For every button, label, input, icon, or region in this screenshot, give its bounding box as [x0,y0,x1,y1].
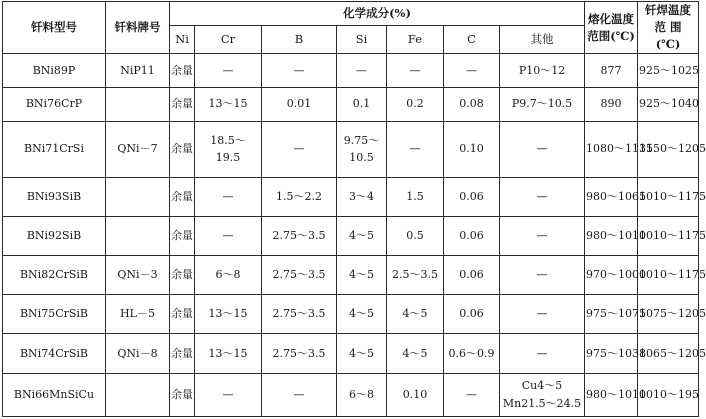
cell-b: 2.75～3.5 [262,256,337,295]
cell-fe: 1.5 [387,177,444,216]
cell-model: BNi93SiB [3,177,106,216]
cell-si: — [337,54,387,88]
cell-melt: 890 [585,87,638,121]
header-model: 钎料型号 [3,2,106,54]
cell-ni: 余量 [170,177,195,216]
cell-cr: — [195,373,262,416]
cell-cr: 13～15 [195,334,262,373]
cell-other: — [500,334,585,373]
cell-model: BNi89P [3,54,106,88]
cell-melt: 877 [585,54,638,88]
cell-brand: NiP11 [106,54,170,88]
header-brazing-range [638,2,699,54]
cell-model: BNi92SiB [3,216,106,255]
cell-fe: 0.2 [387,87,444,121]
cell-fe: 4～5 [387,334,444,373]
cell-braze: 1010～1175 [638,177,699,216]
cell-braze: 1075～1205 [638,295,699,334]
cell-model: BNi66MnSiCu [3,373,106,416]
cell-cr: 13～15 [195,295,262,334]
cell-c: 0.06 [444,295,500,334]
header-composition: 化学成分(%) [170,2,585,26]
cell-melt: 1080～1135 [585,121,638,177]
cell-cr: — [195,54,262,88]
header-si: Si [337,26,387,54]
table-row [3,121,699,177]
cell-b: 2.75～3.5 [262,216,337,255]
cell-ni: 余量 [170,373,195,416]
cell-other: P10～12 [500,54,585,88]
header-brazing-line1: 钎焊温度 [645,3,692,18]
cell-b: 2.75～3.5 [262,334,337,373]
cell-si: 6～8 [337,373,387,416]
cell-cr: 18.5～ 19.5 [195,121,262,177]
cell-melt: 980～1010 [585,216,638,255]
cell-b: — [262,373,337,416]
cell-other: — [500,177,585,216]
cell-melt: 970～1000 [585,256,638,295]
header-brazing-line3: (℃) [655,36,681,51]
cell-cr: — [195,177,262,216]
cell-cr: — [195,216,262,255]
cell-fe: 4～5 [387,295,444,334]
table-body [3,54,706,417]
cell-c: 0.06 [444,216,500,255]
cell-brand: QNi－8 [106,334,170,373]
cell-ni: 余量 [170,295,195,334]
cell-cr: 6～8 [195,256,262,295]
cell-model: BNi76CrP [3,87,106,121]
header-b: B [262,26,337,54]
cell-si: 4～5 [337,256,387,295]
cell-fe: — [387,54,444,88]
cell-braze: 1010～1175 [638,256,699,295]
cell-braze: 1150～1205 [638,121,699,177]
cell-ni: 余量 [170,334,195,373]
cell-cr: 13～15 [195,87,262,121]
table-row [3,373,699,416]
cell-other: — [500,256,585,295]
cell-si: 3～4 [337,177,387,216]
cell-ni: 余量 [170,216,195,255]
cell-b: — [262,54,337,88]
cell-b: — [262,121,337,177]
cell-c: 0.6～0.9 [444,334,500,373]
cell-melt: 980～1065 [585,177,638,216]
header-cr: Cr [195,26,262,54]
cell-braze: 1010～195 [638,373,699,416]
cell-c: 0.10 [444,121,500,177]
header-melting-line2: 范围(℃) [587,28,635,43]
cell-b: 0.01 [262,87,337,121]
cell-b: 2.75～3.5 [262,295,337,334]
cell-braze: 925～1025 [638,54,699,88]
cell-brand: QNi－3 [106,256,170,295]
cell-model: BNi82CrSiB [3,256,106,295]
table-row [3,256,699,295]
cell-model: BNi75CrSiB [3,295,106,334]
header-brazing-line2: 范 围 [654,20,682,35]
cell-c: 0.06 [444,256,500,295]
cell-other: P9.7～10.5 [500,87,585,121]
cell-model: BNi71CrSi [3,121,106,177]
cell-si: 9.75～ 10.5 [337,121,387,177]
cell-ni: 余量 [170,121,195,177]
cell-c: 0.08 [444,87,500,121]
cell-si: 4～5 [337,295,387,334]
table-row [3,216,699,255]
header-fe: Fe [387,26,444,54]
cell-ni: 余量 [170,87,195,121]
cell-c: — [444,54,500,88]
cell-brand: HL－5 [106,295,170,334]
cell-b: 1.5～2.2 [262,177,337,216]
cell-melt: 975～1075 [585,295,638,334]
cell-fe: 0.5 [387,216,444,255]
header-melting-line1: 熔化温度 [588,11,635,26]
cell-ni: 余量 [170,54,195,88]
cell-other: — [500,216,585,255]
cell-si: 0.1 [337,87,387,121]
cell-model: BNi74CrSiB [3,334,106,373]
header-c: C [444,26,500,54]
table-row [3,87,699,121]
cell-brand [106,87,170,121]
header-other: 其他 [500,26,585,54]
table-row [3,177,699,216]
cell-c: 0.06 [444,177,500,216]
cell-fe: 2.5～3.5 [387,256,444,295]
header-ni: Ni [170,26,195,54]
cell-other: — [500,295,585,334]
cell-braze: 1065～1205 [638,334,699,373]
cell-brand [106,216,170,255]
cell-ni: 余量 [170,256,195,295]
cell-other: — [500,121,585,177]
cell-c: — [444,373,500,416]
cell-fe: — [387,121,444,177]
cell-brand [106,373,170,416]
cell-braze: 925～1040 [638,87,699,121]
cell-si: 4～5 [337,216,387,255]
table-row [3,334,699,373]
header-brand: 钎料牌号 [106,2,170,54]
table-row [3,54,699,88]
cell-melt: 980～1010 [585,373,638,416]
cell-si: 4～5 [337,334,387,373]
header-melting-range [585,2,638,54]
brazing-alloy-table [2,1,706,417]
cell-brand: QNi－7 [106,121,170,177]
table-row [3,295,699,334]
cell-fe: 0.10 [387,373,444,416]
cell-melt: 975～1038 [585,334,638,373]
cell-brand [106,177,170,216]
cell-braze: 1010～1175 [638,216,699,255]
cell-other: Cu4～5 Mn21.5～24.5 [500,373,585,416]
